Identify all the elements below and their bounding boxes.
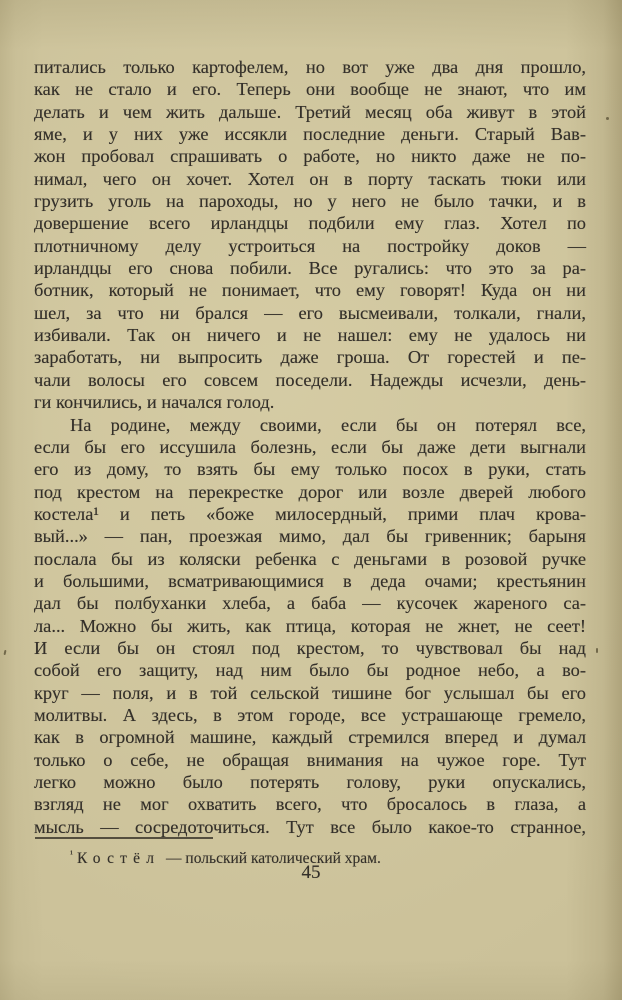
text-line: делать и чем жить дальше. Третий месяц оба живут в этой <box>34 101 586 122</box>
text-line: ирландцы его снова побили. Все ругались: что это за ра- <box>34 258 586 279</box>
text-line: дал бы полбуханки хлеба, а баба — кусочек жареного са- <box>34 593 586 614</box>
text-line: заработать, ни выпросить даже гроша. От горестей и пе- <box>34 347 586 368</box>
text-line: костела¹ и петь «боже милосердный, прими плач крова- <box>34 503 586 524</box>
text-line: жон пробовал спрашивать о работе, но никто даже не по- <box>34 146 586 167</box>
footnote-term: Костёл <box>77 850 161 868</box>
text-line: довершение всего ирландцы подбили ему глаз. Хотел по <box>34 213 586 234</box>
text-line: нимал, чего он хочет. Хотел он в порту таскать тюки или <box>34 168 586 189</box>
text-line: если бы его иссушила болезнь, если бы даже дети выгнали <box>34 436 586 457</box>
text-line: его из дому, то взять бы ему только посох в руки, стать <box>34 459 586 480</box>
text-line: избивали. Так он ничего и не нашел: ему не удалось ни <box>34 325 586 346</box>
text-line: ла... Можно бы жить, как птица, которая не жнет, не сеет! <box>34 615 586 636</box>
text-line: круг — поля, и в той сельской тишине бог услышал бы его <box>34 682 586 703</box>
text-line: шел, за что ни брался — его высмеивали, толкали, гнали, <box>34 302 586 323</box>
text-line: питались только картофелем, но вот уже два дня прошло, <box>34 57 586 77</box>
text-line: легко можно было потерять голову, руки опускались, <box>34 772 586 792</box>
text-line: как не стало и его. Теперь они вообще не знают, что им <box>34 79 586 100</box>
scan-speck <box>606 117 609 120</box>
text-line: собой его защиту, над ним было бы родное небо, а во- <box>34 660 586 681</box>
text-line: ботник, который не понимает, что ему говорят! Куда он ни <box>34 280 586 301</box>
footnote-separator <box>35 837 213 839</box>
page-number: 45 <box>301 862 321 883</box>
text-line: молитвы. А здесь, в этом городе, все устрашающе гремело, <box>34 704 586 725</box>
footnote-definition: — польский католический храм. <box>166 850 381 868</box>
scan-speck <box>4 650 7 655</box>
text-line: только о себе, не обращая внимания на чужое горе. Тут <box>34 749 586 770</box>
text-line: ги кончились, и начался голод. <box>34 392 275 413</box>
text-line: И если бы он стоял под крестом, то чувствовал бы над <box>34 637 586 658</box>
text-line: На родине, между своими, если бы он потерял все, <box>70 414 586 435</box>
text-line: вый...» — пан, проезжая мимо, дал бы гривенник; барыня <box>34 526 586 547</box>
scan-speck <box>596 648 598 653</box>
text-line: под крестом на перекрестке дорог или возле дверей любого <box>34 481 586 502</box>
footnote-marker: ¹ <box>70 849 73 860</box>
text-line: яме, и у них уже иссякли последние деньги. Старый Вав- <box>34 124 586 145</box>
text-line: грузить уголь на пароходы, но у него не было тачки, и в <box>34 191 586 212</box>
text-line: плотничному делу устроиться на постройку доков — <box>34 235 586 256</box>
text-line: чали волосы его совсем поседели. Надежды исчезли, день- <box>34 369 586 390</box>
text-line: мысль — сосредоточиться. Тут все было какое-то странное, <box>34 816 586 837</box>
body-text <box>34 56 586 838</box>
text-line: послала бы из коляски ребенка с деньгами в розовой ручке <box>34 548 586 569</box>
text-line: как в огромной машине, каждый стремился вперед и думал <box>34 727 586 748</box>
text-line: и большими, всматривающимися в деда очами; крестьянин <box>34 570 586 591</box>
text-line: взгляд не мог охватить всего, что бросалось в глаза, а <box>34 794 586 815</box>
